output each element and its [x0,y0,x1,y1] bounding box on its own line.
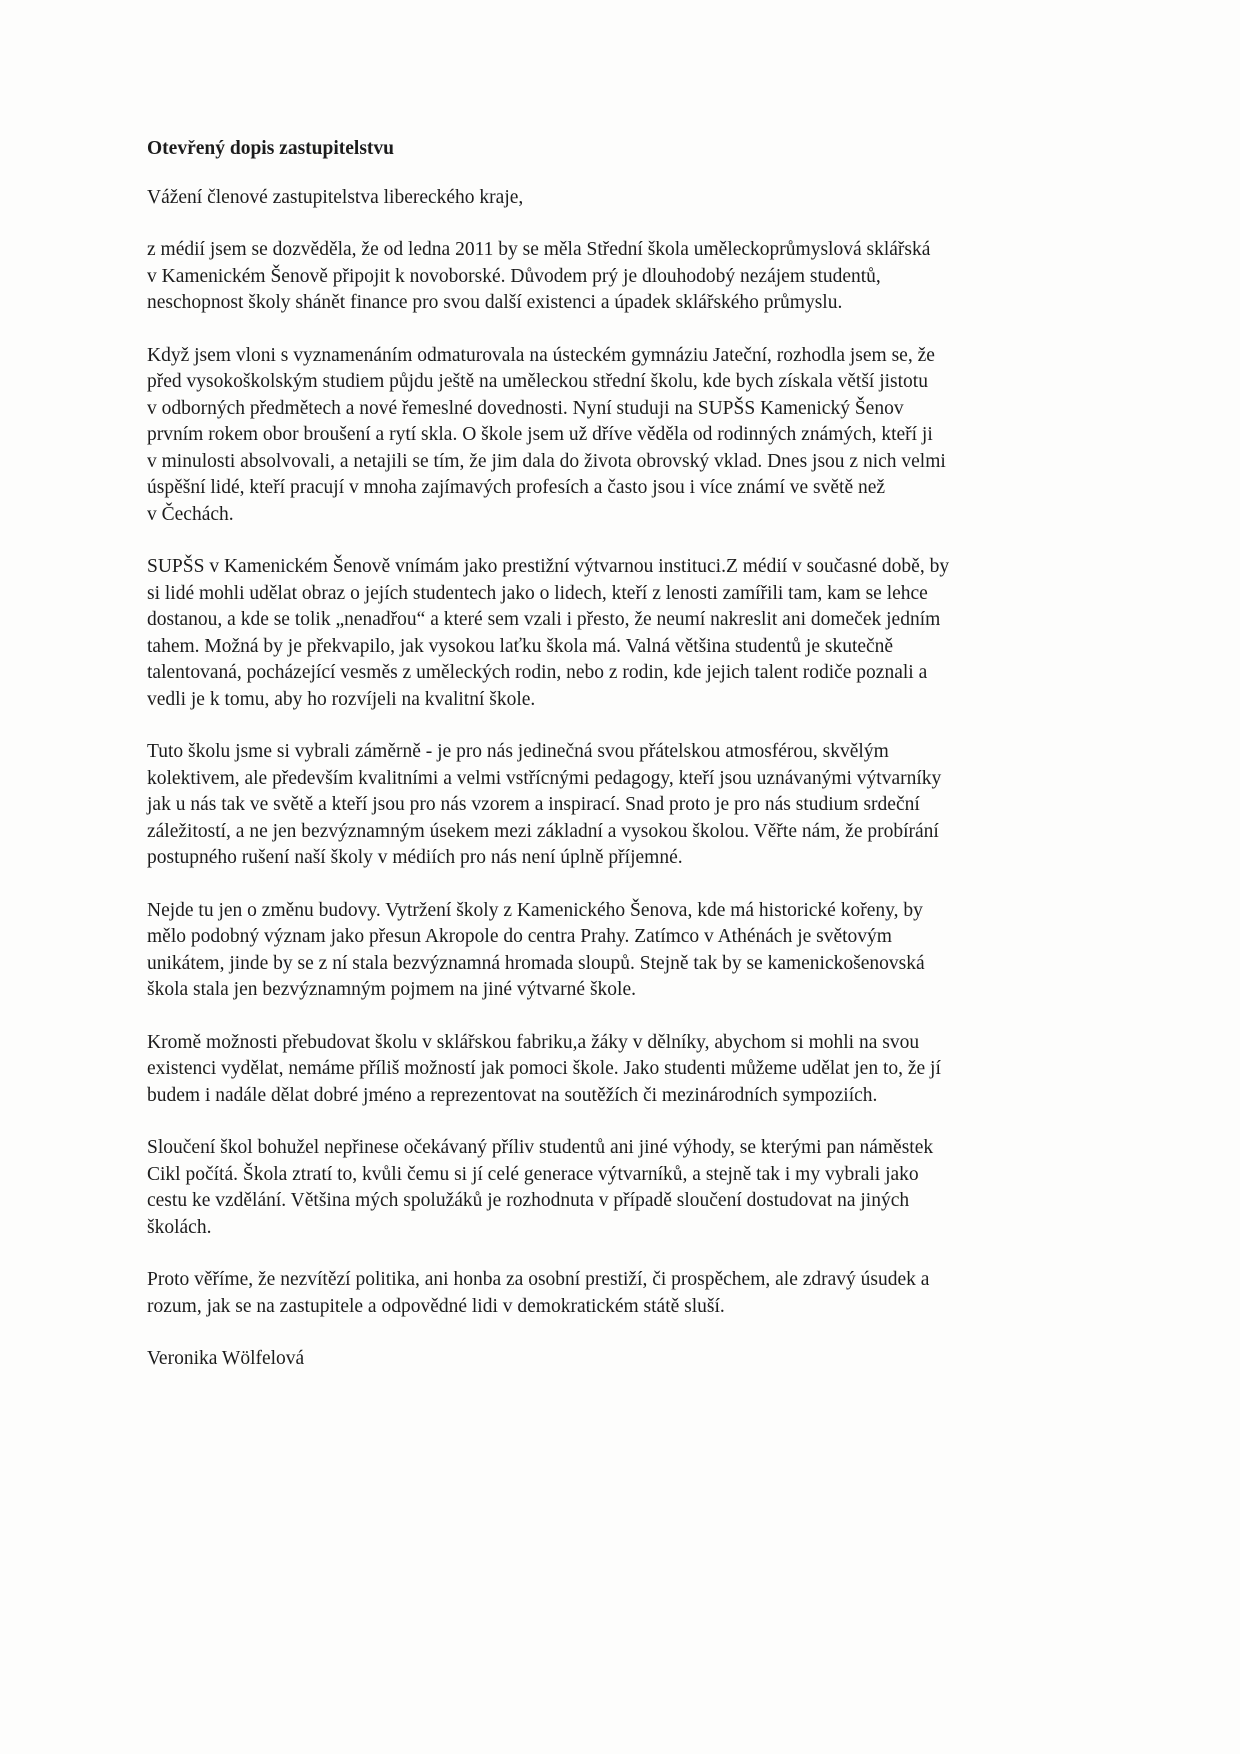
paragraph-line: existenci vydělat, nemáme příliš možností jak pomoci škole. Jako studenti můžeme udělat jen to, že jí [147,1058,941,1079]
paragraph-line: tahem. Možná by je překvapilo, jak vysokou laťku škola má. Valná většina studentů je skutečně [147,635,894,657]
paragraph-line: škola stala jen bezvýznamným pojmem na jiné výtvarné škole. [147,979,636,1000]
letter-salutation: Vážení členové zastupitelstva libereckého kraje, [147,186,524,208]
paragraph-line: rozum, jak se na zastupitele a odpovědné lidi v demokratickém státě sluší. [147,1295,725,1317]
paragraph-line: Když jsem vloni s vyznamenáním odmaturovala na ústeckém gymnáziu Jateční, rozhodla jsem se, že [147,344,935,366]
paragraph-line: Proto věříme, že nezvítězí politika, ani honba za osobní prestiží, či prospěchem, ale zdravý úsudek a [147,1269,930,1290]
paragraph-line: kolektivem, ale především kvalitními a velmi vstřícnými pedagogy, kteří jsou uznávanými výtvarníky [147,767,942,789]
letter-paragraph [147,1267,1095,1320]
paragraph-line: mělo podobný význam jako přesun Akropole do centra Prahy. Zatímco v Athénách je světovým [147,926,892,947]
paragraph-line: postupného rušení naší školy v médiích pro nás není úplně příjemné. [147,847,683,868]
letter-paragraph [147,1135,1095,1241]
paragraph-line: Kromě možnosti přebudovat školu v sklářskou fabriku,a žáky v dělníky, abychom si mohli na svou [147,1031,920,1053]
open-letter [147,136,1095,1373]
paragraph-line: záležitostí, a ne jen bezvýznamným úsekem mezi základní a vysokou školou. Věřte nám, že probírání [147,820,939,842]
letter-paragraph [147,237,1095,317]
paragraph-line: jak u nás tak ve světě a kteří jsou pro nás vzorem a inspirací. Snad proto je pro nás studium srdeční [147,794,920,815]
letter-title: Otevřený dopis zastupitelstvu [147,138,395,159]
paragraph-line: SUPŠS v Kamenickém Šenově vnímám jako prestižní výtvarnou instituci.Z médií v současné době, by [147,556,950,577]
paragraph-line: v Kamenickém Šenově připojit k novoborské. Důvodem prý je dlouhodobý nezájem studentů, [147,265,881,287]
letter-paragraph [147,898,1095,1004]
paragraph-line: v odborných předmětech a nové řemeslné dovednosti. Nyní studuji na SUPŠS Kamenický Šenov [147,397,904,419]
paragraph-line: z médií jsem se dozvěděla, že od ledna 2011 by se měla Střední škola uměleckoprůmyslová sklářská [147,239,931,260]
letter-paragraph [147,739,1095,872]
paragraph-line: Tuto školu jsme si vybrali záměrně - je pro nás jedinečná svou přátelskou atmosférou, skvělým [147,741,889,762]
paragraph-line: Sloučení škol bohužel nepřinese očekávaný příliv studentů ani jiné výhody, se kterými pan náměstek [147,1137,934,1158]
paragraph-line: si lidé mohli udělat obraz o jejích studentech jako o lidech, kteří z lenosti zamířili tam, kam se lehce [147,582,928,604]
paragraph-line: úspěšní lidé, kteří pracují v mnoha zajímavých profesích a často jsou i více známí ve světě než [147,477,886,498]
paragraph-line: školách. [147,1216,212,1238]
paragraph-line: prvním rokem obor broušení a rytí skla. O škole jsem už dříve věděla od rodinných známých, kteří ji [147,424,933,445]
paragraph-line: unikátem, jinde by se z ní stala bezvýznamná hromada sloupů. Stejně tak by se kamenickošenovská [147,952,925,974]
letter-paragraph [147,343,1095,529]
paragraph-line: talentovaná, pocházející vesměs z uměleckých rodin, nebo z rodin, kde jejich talent rodiče poznali a [147,662,928,683]
letter-body [147,237,1095,1320]
paragraph-line: Nejde tu jen o změnu budovy. Vytržení školy z Kamenického Šenova, kde má historické kořeny, by [147,899,923,921]
paragraph-line: vedli je k tomu, aby ho rozvíjeli na kvalitní škole. [147,688,536,710]
paragraph-line: v minulosti absolvovali, a netajili se tím, že jim dala do života obrovský vklad. Dnes jsou z nich velmi [147,450,946,472]
paragraph-line: před vysokoškolským studiem půjdu ještě na uměleckou střední školu, kde bych získala větší jistotu [147,371,928,392]
letter-paragraph [147,1030,1095,1110]
paragraph-line: budem i nadále dělat dobré jméno a reprezentovat na soutěžích či mezinárodních sympoziích. [147,1084,878,1106]
paragraph-line: neschopnost školy shánět finance pro svou další existenci a úpadek sklářského průmyslu. [147,292,843,313]
paragraph-line: v Čechách. [147,503,234,525]
letter-paragraph [147,554,1095,713]
paragraph-line: dostanou, a kde se tolik „nenadřou“ a které sem vzali i přesto, že neumí nakreslit ani domeček jedním [147,609,941,630]
letter-signature: Veronika Wölfelová [147,1348,305,1369]
paragraph-line: Cikl počítá. Škola ztratí to, kvůli čemu si jí celé generace výtvarníků, a stejně tak i my vybrali jako [147,1163,919,1185]
paragraph-line: cestu ke vzdělání. Většina mých spolužáků je rozhodnuta v případě sloučení dostudovat na jiných [147,1190,910,1211]
